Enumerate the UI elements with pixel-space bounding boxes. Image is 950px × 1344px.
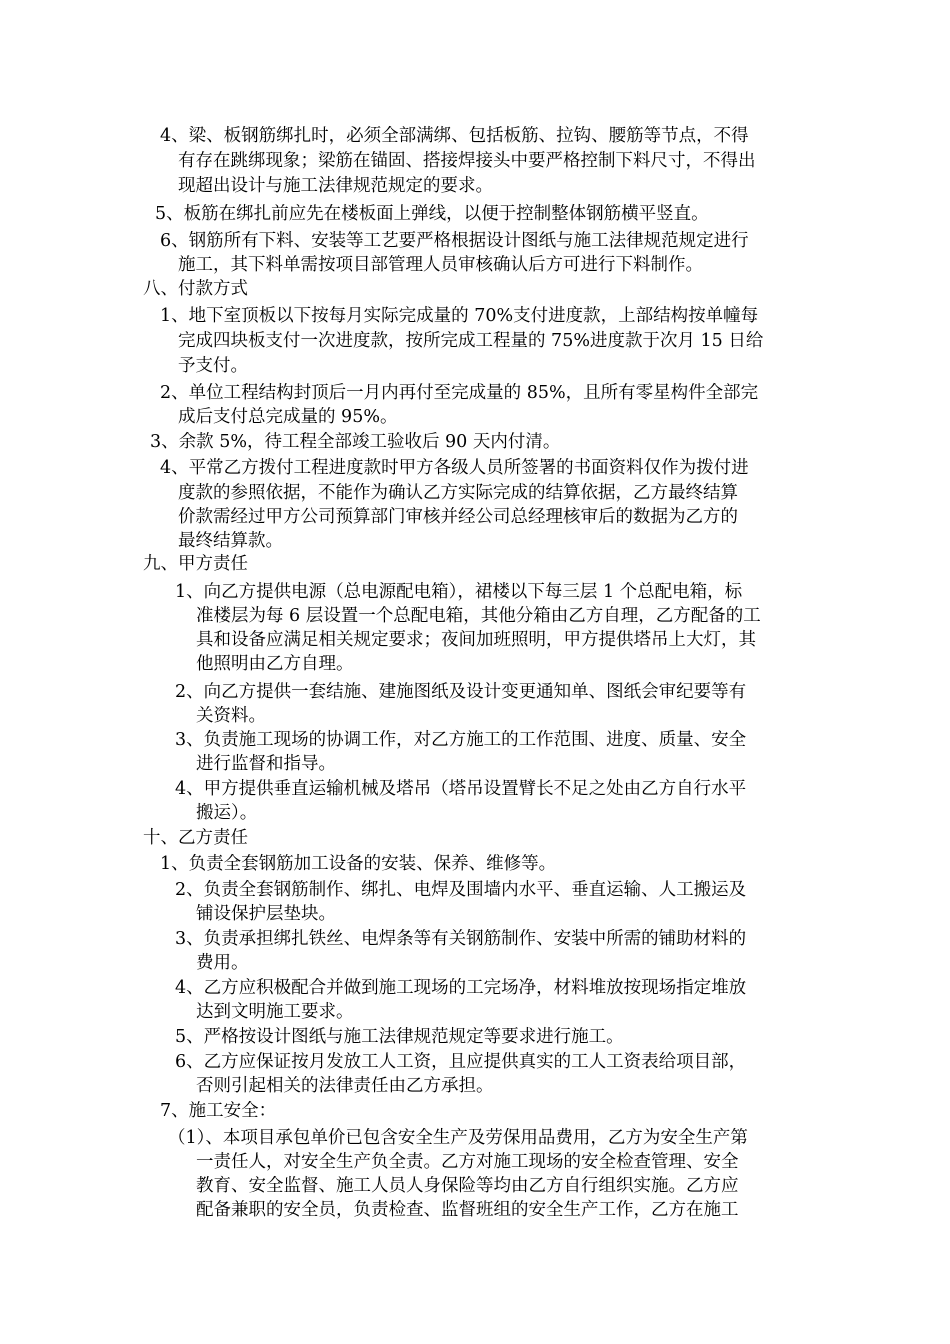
text-line: 度款的参照依据，不能作为确认乙方实际完成的结算依据，乙方最终结算 <box>178 483 738 503</box>
text-line: 1、负责全套钢筋加工设备的安装、保养、维修等。 <box>160 854 557 874</box>
text-line: 7、施工安全： <box>160 1101 277 1121</box>
text-line: 铺设保护层垫块。 <box>196 904 336 924</box>
text-line: 施工，其下料单需按项目部管理人员审核确认后方可进行下料制作。 <box>178 255 703 275</box>
text-line: 具和设备应满足相关规定要求；夜间加班照明，甲方提供塔吊上大灯，其 <box>196 630 756 650</box>
text-line: 价款需经过甲方公司预算部门审核并经公司总经理核审后的数据为乙方的 <box>178 507 738 527</box>
text-line: 达到文明施工要求。 <box>196 1002 354 1022</box>
text-line: 他照明由乙方自理。 <box>196 654 354 674</box>
section-heading: 十、乙方责任 <box>143 828 248 848</box>
text-line: 教育、安全监督、施工人员人身保险等均由乙方自行组织实施。乙方应 <box>196 1176 739 1196</box>
text-line: 完成四块板支付一次进度款，按所完成工程量的 75%进度款于次月 15 日给 <box>178 331 764 351</box>
section-heading: 八、付款方式 <box>143 279 248 299</box>
text-line: 5、严格按设计图纸与施工法律规范规定等要求进行施工。 <box>175 1027 624 1047</box>
text-line: 6、钢筋所有下料、安装等工艺要严格根据设计图纸与施工法律规范规定进行 <box>160 231 749 251</box>
text-line: 3、负责施工现场的协调工作，对乙方施工的工作范围、进度、质量、安全 <box>175 730 747 750</box>
text-line: 3、负责承担绑扎铁丝、电焊条等有关钢筋制作、安装中所需的铺助材料的 <box>175 929 747 949</box>
text-line: 2、单位工程结构封顶后一月内再付至完成量的 85%，且所有零星构件全部完 <box>160 383 759 403</box>
text-line: 4、平常乙方拨付工程进度款时甲方各级人员所签署的书面资料仅作为拨付进 <box>160 458 749 478</box>
text-line: 2、负责全套钢筋制作、绑扎、电焊及围墙内水平、垂直运输、人工搬运及 <box>175 880 747 900</box>
text-line: 5、板筋在绑扎前应先在楼板面上弹线，以便于控制整体钢筋横平竖直。 <box>155 204 709 224</box>
text-line: 4、梁、板钢筋绑扎时，必须全部满绑、包括板筋、拉钩、腰筋等节点，不得 <box>160 126 749 146</box>
text-line: 否则引起相关的法律责任由乙方承担。 <box>196 1076 494 1096</box>
text-line: 准楼层为每 6 层设置一个总配电箱，其他分箱由乙方自理，乙方配备的工 <box>196 606 761 626</box>
text-line: 费用。 <box>196 953 249 973</box>
text-line: 1、地下室顶板以下按每月实际完成量的 70%支付进度款，上部结构按单幢每 <box>160 306 759 326</box>
text-line: 一责任人，对安全生产负全责。乙方对施工现场的安全检查管理、安全 <box>196 1152 739 1172</box>
text-line: 最终结算款。 <box>178 531 283 551</box>
text-line: 现超出设计与施工法律规范规定的要求。 <box>178 176 493 196</box>
text-line: （1）、本项目承包单价已包含安全生产及劳保用品费用，乙方为安全生产第 <box>168 1128 748 1148</box>
text-line: 有存在跳绑现象；梁筋在锚固、搭接焊接头中要严格控制下料尺寸，不得出 <box>178 151 756 171</box>
text-line: 1、向乙方提供电源（总电源配电箱），裙楼以下每三层 1 个总配电箱，标 <box>175 582 743 602</box>
text-line: 4、甲方提供垂直运输机械及塔吊（塔吊设置臂长不足之处由乙方自行水平 <box>175 779 747 799</box>
text-line: 3、余款 5%，待工程全部竣工验收后 90 天内付清。 <box>150 432 561 452</box>
text-line: 搬运）。 <box>196 803 258 823</box>
text-line: 4、乙方应积极配合并做到施工现场的工完场净，材料堆放按现场指定堆放 <box>175 978 747 998</box>
text-line: 2、向乙方提供一套结施、建施图纸及设计变更通知单、图纸会审纪要等有 <box>175 682 747 702</box>
text-line: 6、乙方应保证按月发放工人工资，且应提供真实的工人工资表给项目部， <box>175 1052 747 1072</box>
text-line: 予支付。 <box>178 356 248 376</box>
text-line: 成后支付总完成量的 95%。 <box>178 407 398 427</box>
text-line: 关资料。 <box>196 706 266 726</box>
text-line: 进行监督和指导。 <box>196 754 336 774</box>
section-heading: 九、甲方责任 <box>143 554 248 574</box>
text-line: 配备兼职的安全员，负责检查、监督班组的安全生产工作，乙方在施工 <box>196 1200 739 1220</box>
